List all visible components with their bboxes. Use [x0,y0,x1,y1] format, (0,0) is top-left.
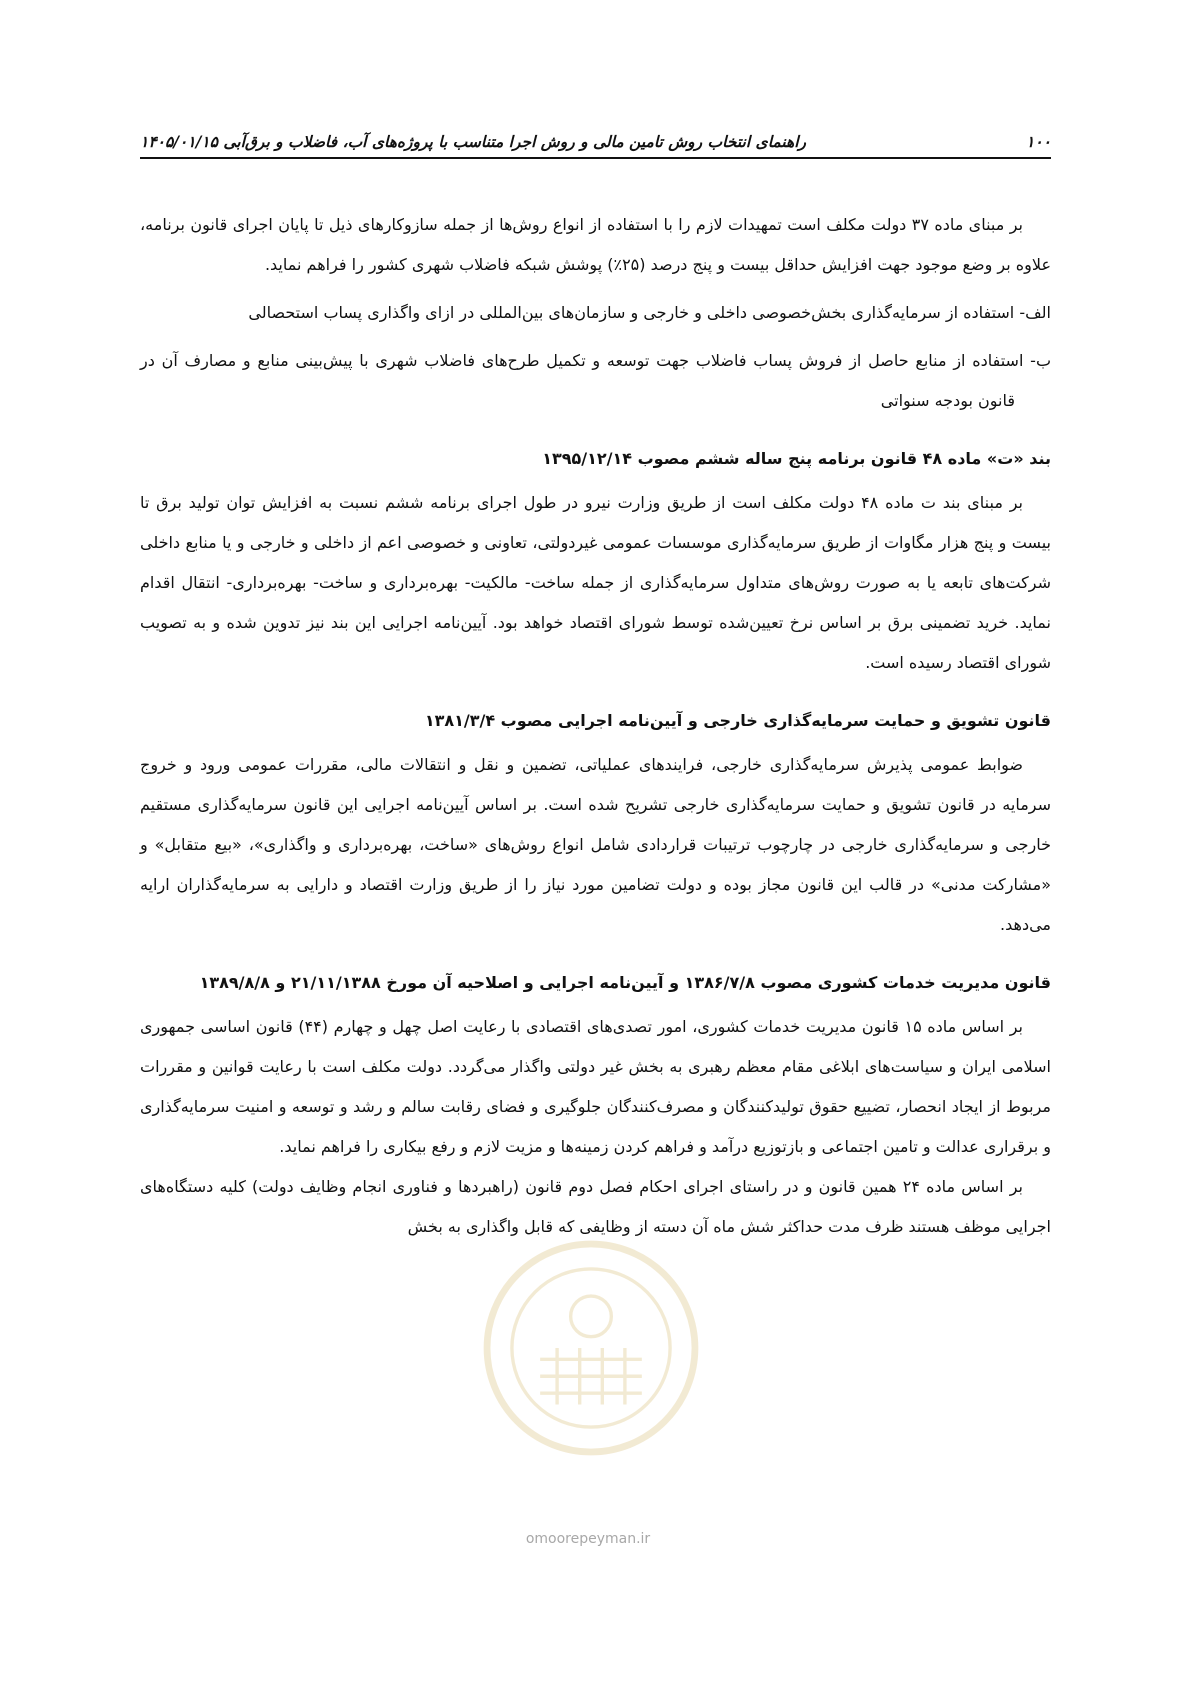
paragraph-1: بر مبنای ماده ۳۷ دولت مکلف است تمهیدات لازم را با استفاده از انواع روش‌ها از جمله سازوکارهای ذیل تا پایان اجرای قانون برنامه، علاوه بر وضع موجود جهت افزایش حداقل بیست و پنج درصد (۲۵٪) پوشش شبکه فاضلاب شهری کشور را فراهم نماید. [140,215,1051,274]
page-number: ۱۰۰ [1026,132,1051,151]
paragraph-2: بر مبنای بند ت ماده ۴۸ دولت مکلف است از طریق وزارت نیرو در طول اجرای برنامه ششم نسبت به افزایش توان تولید برق تا بیست و پنج هزار مگاوات از طریق سرمایه‌گذاری موسسات عمومی غیردولتی، تعاونی و خصوصی اعم از داخلی و خارجی و یا منابع داخلی شرکت‌های تابعه یا به صورت روش‌های متداول سرمایه‌گذاری از جمله ساخت- مالکیت- بهره‌برداری و ساخت- بهره‌برداری- انتقال اقدام نماید. خرید تضمینی برق بر اساس نرخ تعیین‌شده توسط شورای اقتصاد خواهد بود. آیین‌نامه اجرایی این بند نیز تدوین شده و به تصویب شورای اقتصاد رسیده است. [140,493,1051,672]
section-heading-1: بند «ت» ماده ۴۸ قانون برنامه پنج ساله ششم مصوب ۱۳۹۵/۱۲/۱۴ [542,449,1051,468]
document-body [140,205,1051,1247]
running-header [140,128,1051,158]
list-item-b: ب- استفاده از منابع حاصل از فروش پساب فاضلاب جهت توسعه و تکمیل طرح‌های فاضلاب شهری با پیش‌بینی منابع و مصارف آن در قانون بودجه سنواتی [140,351,1051,410]
paragraph-3: ضوابط عمومی پذیرش سرمایه‌گذاری خارجی، فرایندهای عملیاتی، تضمین و نقل و انتقالات مالی، مقررات عمومی ورود و خروج سرمایه در قانون تشویق و حمایت سرمایه‌گذاری خارجی تشریح شده است. بر اساس آیین‌نامه اجرایی این قانون سرمایه‌گذاری مستقیم خارجی و سرمایه‌گذاری خارجی در چارچوب ترتیبات قراردادی شامل انواع روش‌های «ساخت، بهره‌برداری و واگذاری»، «بیع متقابل» و «مشارکت مدنی» در قالب این قانون مجاز بوده و دولت تضامین مورد نیاز را از طریق وزارت اقتصاد و دارایی به سرمایه‌گذاران ارایه می‌دهد. [140,755,1051,934]
paragraph-4: بر اساس ماده ۱۵ قانون مدیریت خدمات کشوری، امور تصدی‌های اقتصادی با رعایت اصل چهل و چهارم (۴۴) قانون اساسی جمهوری اسلامی ایران و سیاست‌های ابلاغی مقام معظم رهبری به بخش غیر دولتی واگذار می‌گردد. دولت مکلف است با رعایت قوانین و مقررات مربوط از ایجاد انحصار، تضییع حقوق تولیدکنندگان و مصرف‌کنندگان جلوگیری و فضای رقابت سالم و رشد و توسعه و امنیت سرمایه‌گذاری و برقراری عدالت و تامین اجتماعی و بازتوزیع درآمد و فراهم کردن زمینه‌ها و مزیت لازم و رفع بیکاری را فراهم نماید. [140,1017,1051,1156]
paragraph-5: بر اساس ماده ۲۴ همین قانون و در راستای اجرای احکام فصل دوم قانون (راهبردها و فناوری انجام وظایف دولت) کلیه دستگاه‌های اجرایی موظف هستند ظرف مدت حداکثر شش ماه آن دسته از وظایفی که قابل واگذاری به بخش [140,1177,1051,1236]
section-heading-3: قانون مدیریت خدمات کشوری مصوب ۱۳۸۶/۷/۸ و آیین‌نامه اجرایی و اصلاحیه آن مورخ ۲۱/۱۱/۱۳۸۸ و ۱۳۸۹/۸/۸ [199,973,1051,992]
section-heading-2: قانون تشویق و حمایت سرمایه‌گذاری خارجی و آیین‌نامه اجرایی مصوب ۱۳۸۱/۳/۴ [424,711,1051,730]
list-item-a: الف- استفاده از سرمایه‌گذاری بخش‌خصوصی داخلی و خارجی و سازمان‌های بین‌المللی در ازای واگذاری پساب استحصالی [248,303,1051,322]
seal-icon [478,1235,704,1461]
header-title: راهنمای انتخاب روش تامین مالی و روش اجرا متناسب با پروژه‌های آب، فاضلاب و برق‌آبی ۱۴۰۵/۰۱/۱۵ [140,132,807,151]
header-rule [140,157,1051,159]
watermark-text: omoorepeyman.ir [525,1531,651,1547]
